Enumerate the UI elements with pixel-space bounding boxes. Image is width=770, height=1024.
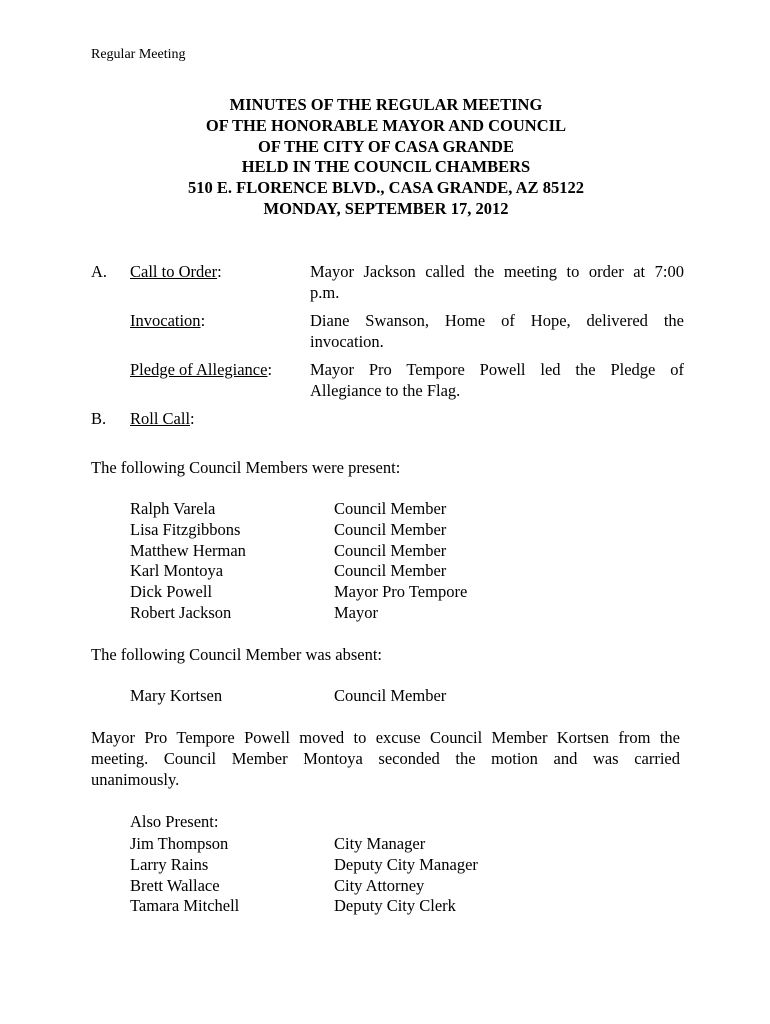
invocation-colon: : (200, 311, 206, 330)
desc-line: Allegiance to the Flag. (310, 380, 461, 400)
desc-line: p.m. (310, 282, 340, 302)
pledge-label-text: Pledge of Allegiance (130, 360, 268, 379)
also-present-label: Also Present: (130, 812, 219, 831)
desc-line: Diane Swanson, Home of Hope, delivered the (310, 311, 684, 330)
desc-line: Mayor Pro Tempore Powell led the Pledge of (310, 360, 684, 379)
document-title (91, 95, 681, 220)
member-role: Council Member (334, 519, 447, 539)
call-to-order-colon: : (217, 262, 222, 281)
roll-call-colon: : (190, 409, 195, 428)
member-role: Council Member (334, 686, 447, 705)
section-b-letter: B. (91, 409, 107, 428)
call-to-order-text (310, 262, 684, 304)
member-role: Council Member (334, 540, 447, 560)
staff-name: Larry Rains (130, 854, 209, 874)
roll-call-label (130, 409, 195, 430)
present-intro: The following Council Members were present: (91, 458, 401, 477)
paragraph-line: unanimously. (91, 769, 180, 789)
title-line: OF THE CITY OF CASA GRANDE (258, 136, 514, 156)
motion-paragraph (91, 728, 680, 790)
desc-line: invocation. (310, 331, 384, 351)
member-role: Mayor Pro Tempore (334, 582, 468, 602)
member-role: Council Member (334, 499, 447, 518)
member-role: Mayor (334, 602, 378, 622)
member-name: Ralph Varela (130, 499, 216, 518)
member-role: Council Member (334, 561, 447, 581)
call-to-order-label-text: Call to Order (130, 262, 218, 281)
absent-intro: The following Council Member was absent: (91, 645, 382, 664)
title-line: HELD IN THE COUNCIL CHAMBERS (241, 157, 531, 177)
title-line: MINUTES OF THE REGULAR MEETING (229, 95, 543, 114)
staff-role: Deputy City Clerk (334, 896, 456, 916)
title-line: OF THE HONORABLE MAYOR AND COUNCIL (205, 115, 567, 135)
paragraph-line: meeting. Council Member Montoya seconded the motion and was carried (91, 748, 680, 768)
staff-role: City Attorney (334, 875, 425, 895)
staff-role: Deputy City Manager (334, 854, 478, 874)
member-name: Karl Montoya (130, 561, 224, 581)
pledge-colon: : (267, 360, 273, 379)
roll-call-label-text: Roll Call (130, 409, 191, 428)
staff-role: City Manager (334, 834, 426, 853)
member-name: Matthew Herman (130, 540, 246, 560)
staff-name: Jim Thompson (130, 834, 229, 853)
staff-name: Tamara Mitchell (130, 896, 240, 916)
section-a-letter: A. (91, 262, 108, 281)
pledge-label (130, 360, 272, 381)
running-header: Regular Meeting (91, 47, 186, 62)
call-to-order-label (130, 262, 222, 283)
title-line: MONDAY, SEPTEMBER 17, 2012 (263, 198, 509, 218)
staff-name: Brett Wallace (130, 875, 220, 895)
paragraph-line: Mayor Pro Tempore Powell moved to excuse Council Member Kortsen from the (91, 728, 680, 747)
pledge-text (310, 360, 684, 402)
member-name: Dick Powell (130, 582, 213, 602)
desc-line: Mayor Jackson called the meeting to order at 7:00 (310, 262, 684, 281)
member-name: Lisa Fitzgibbons (130, 519, 241, 539)
invocation-label-text: Invocation (130, 311, 201, 330)
member-name: Robert Jackson (130, 602, 232, 622)
title-line: 510 E. FLORENCE BLVD., CASA GRANDE, AZ 85122 (188, 178, 584, 198)
invocation-text (310, 311, 684, 353)
invocation-label (130, 311, 205, 332)
member-name: Mary Kortsen (130, 686, 223, 705)
